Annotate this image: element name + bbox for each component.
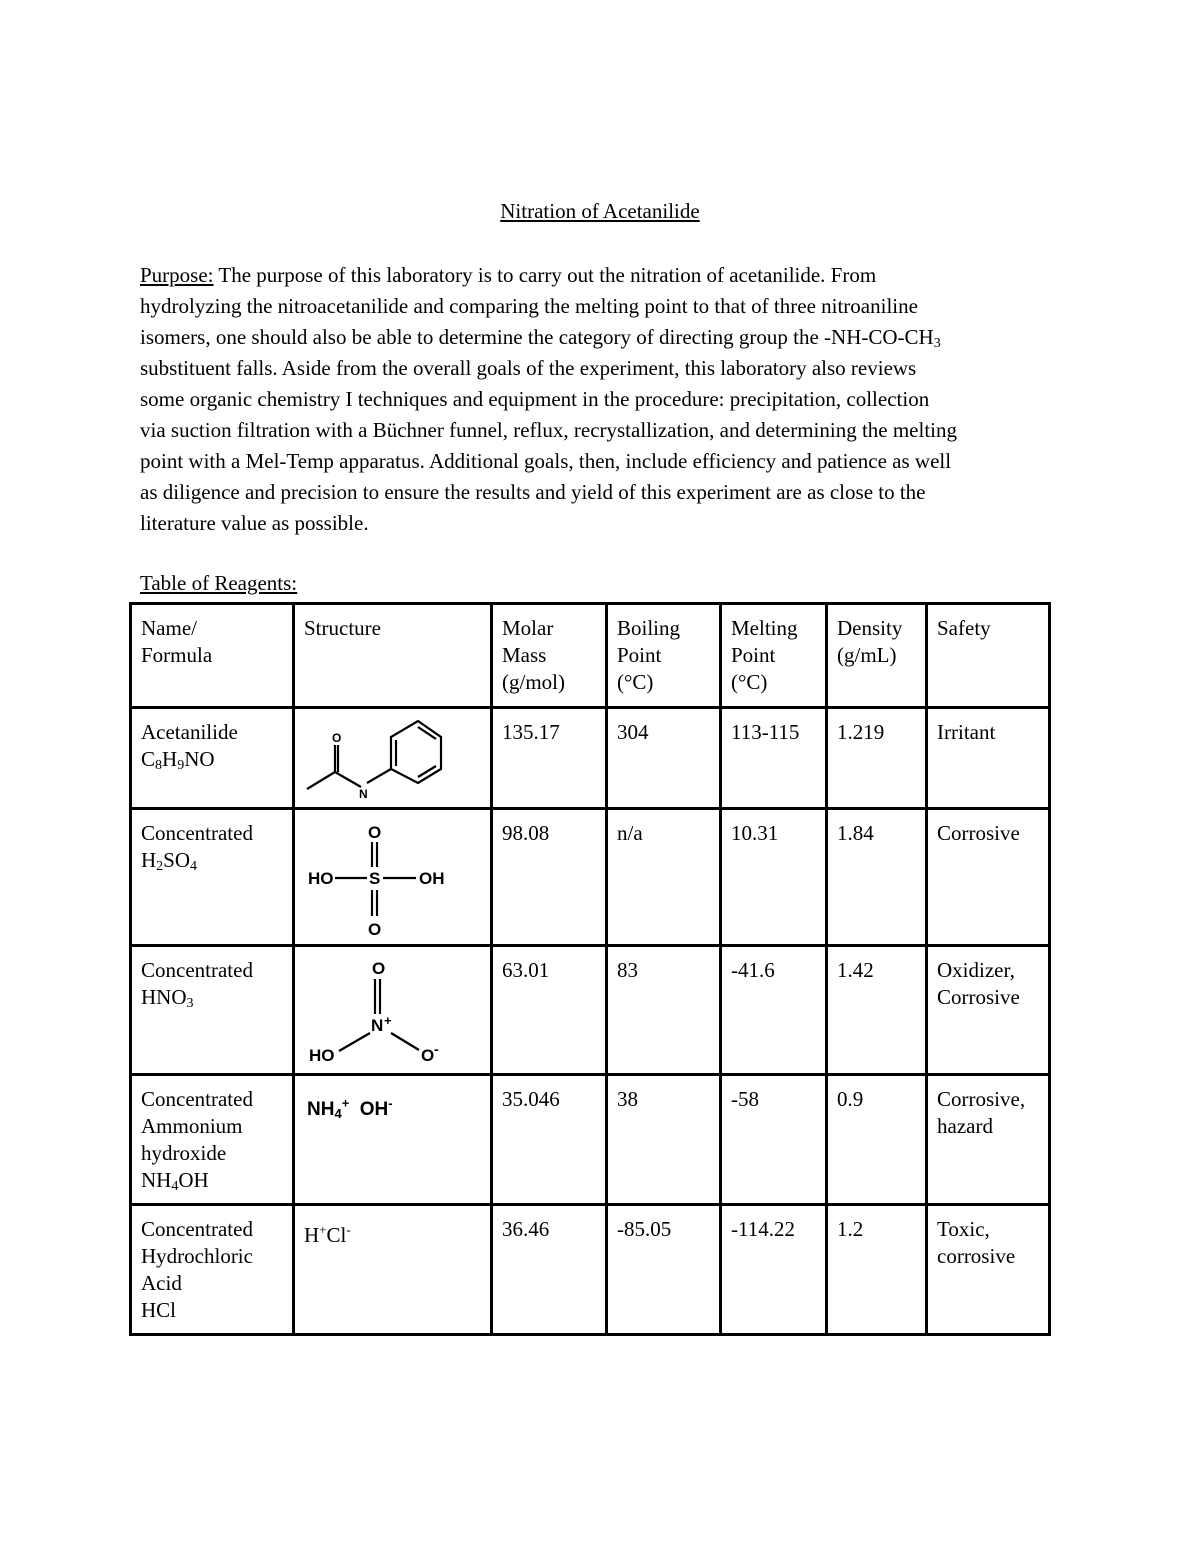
purpose-label: Purpose: — [140, 263, 214, 287]
nitro-oxide: O — [421, 1046, 435, 1065]
carbonyl-oxygen-label: O — [332, 731, 342, 745]
sulfuric-acid-structure — [294, 809, 492, 946]
reagents-table — [129, 602, 1051, 1336]
purpose-subscript: 3 — [933, 336, 941, 351]
safety-value: Irritant — [927, 708, 1050, 809]
density-value: 0.9 — [827, 1075, 927, 1205]
ammonium-hydroxide-structure — [294, 1075, 492, 1205]
header-melting-point: Melting Point (°C) — [721, 604, 827, 708]
boiling-point-value: -85.05 — [607, 1205, 721, 1335]
molar-mass-value: 35.046 — [492, 1075, 607, 1205]
sulfur-left-hydroxyl: HO — [308, 869, 334, 888]
sulfur-bottom-oxygen: O — [368, 920, 382, 939]
molar-mass-value: 135.17 — [492, 708, 607, 809]
reagent-name: Concentrated Hydrochloric Acid — [141, 1217, 253, 1295]
acetanilide-structure — [294, 708, 492, 809]
table-row — [131, 1075, 1050, 1205]
reagent-formula: $C_8H_9NO$ — [141, 747, 215, 773]
purpose-text-2: substituent falls. Aside from the overall goals of the experiment, this laboratory also reviews some organic chemistry I techniques and equipment in the procedure: precipitation, collection via suction filtration with a Büchner funnel, reflux, recrystallization, and determining the melting point with a Mel-Temp apparatus. Additional goals, then, include efficiency and patience as well as diligence and precision to ensure the results and yield of this experiment are as close to the literature value as possible. — [140, 356, 958, 535]
chloride-ion: Cl- — [326, 1222, 351, 1247]
melting-point-value: -41.6 — [721, 946, 827, 1075]
nitric-acid-structure-drawing — [295, 947, 493, 1073]
page-title: Nitration of Acetanilide — [500, 199, 700, 223]
nitro-positive-charge: + — [384, 1013, 392, 1028]
melting-point-value: 113-115 — [721, 708, 827, 809]
purpose-text-1: The purpose of this laboratory is to carry out the nitration of acetanilide. From hydrolyzing the nitroacetanilide and comparing the melting point to that of three nitroaniline isomers, one should also be able to determine the category of directing group the -NH-CO-CH — [140, 263, 934, 349]
nitro-negative-charge: - — [434, 1041, 439, 1057]
acetanilide-structure-drawing — [295, 709, 493, 807]
header-safety: Safety — [927, 604, 1050, 708]
table-row — [131, 1205, 1050, 1335]
reagent-formula: $NH_4OH$ — [141, 1168, 209, 1194]
table-row — [131, 809, 1050, 946]
sulfur-atom: S — [369, 869, 381, 888]
nitro-nitrogen: N — [371, 1016, 384, 1035]
boiling-point-value: 83 — [607, 946, 721, 1075]
safety-value: Corrosive, hazard — [927, 1075, 1050, 1205]
molar-mass-value: 63.01 — [492, 946, 607, 1075]
reagent-name: Concentrated Ammonium hydroxide — [141, 1087, 253, 1165]
melting-point-value: -114.22 — [721, 1205, 827, 1335]
table-label: Table of Reagents: — [140, 571, 298, 595]
reagent-name-cell — [131, 708, 294, 809]
density-value: 1.84 — [827, 809, 927, 946]
molar-mass-value: 36.46 — [492, 1205, 607, 1335]
reagent-name-cell — [131, 809, 294, 946]
reagent-formula: $HNO_3$ — [141, 985, 194, 1011]
reagent-name: Acetanilide — [141, 720, 238, 744]
nitric-acid-structure — [294, 946, 492, 1075]
header-molar-mass: Molar Mass (g/mol) — [492, 604, 607, 708]
density-value: 1.42 — [827, 946, 927, 1075]
hydrochloric-acid-structure — [294, 1205, 492, 1335]
hydroxide-anion: OH- — [359, 1096, 393, 1121]
table-row — [131, 708, 1050, 809]
header-density: Density (g/mL) — [827, 604, 927, 708]
ammonium-cation: $NH_4^+$ — [307, 1096, 350, 1122]
reagent-name-cell — [131, 1075, 294, 1205]
density-value: 1.219 — [827, 708, 927, 809]
nitro-hydroxyl: HO — [309, 1046, 335, 1065]
header-structure: Structure — [294, 604, 492, 708]
hydrogen-ion: H+ — [304, 1222, 327, 1247]
melting-point-value: -58 — [721, 1075, 827, 1205]
reagent-name: Concentrated — [141, 958, 253, 982]
table-header-row — [131, 604, 1050, 708]
boiling-point-value: n/a — [607, 809, 721, 946]
header-boiling-point: Boiling Point (°C) — [607, 604, 721, 708]
reagent-formula: HCl — [141, 1298, 177, 1322]
density-value: 1.2 — [827, 1205, 927, 1335]
table-row — [131, 946, 1050, 1075]
reagent-name-cell — [131, 946, 294, 1075]
amide-nitrogen-label: N — [359, 787, 368, 801]
melting-point-value: 10.31 — [721, 809, 827, 946]
header-name: Name/ Formula — [131, 604, 294, 708]
boiling-point-value: 304 — [607, 708, 721, 809]
sulfur-right-hydroxyl: OH — [419, 869, 445, 888]
safety-value: Corrosive — [927, 809, 1050, 946]
reagent-formula: $H_2SO_4$ — [141, 848, 198, 874]
boiling-point-value: 38 — [607, 1075, 721, 1205]
reagent-name-cell — [131, 1205, 294, 1335]
molar-mass-value: 98.08 — [492, 809, 607, 946]
sulfur-top-oxygen: O — [368, 823, 382, 842]
safety-value: Toxic, corrosive — [927, 1205, 1050, 1335]
purpose-paragraph — [140, 260, 1065, 539]
sulfuric-acid-structure-drawing — [295, 810, 493, 944]
reagent-name: Concentrated — [141, 821, 253, 845]
safety-value: Oxidizer, Corrosive — [927, 946, 1050, 1075]
nitro-top-oxygen: O — [372, 959, 386, 978]
